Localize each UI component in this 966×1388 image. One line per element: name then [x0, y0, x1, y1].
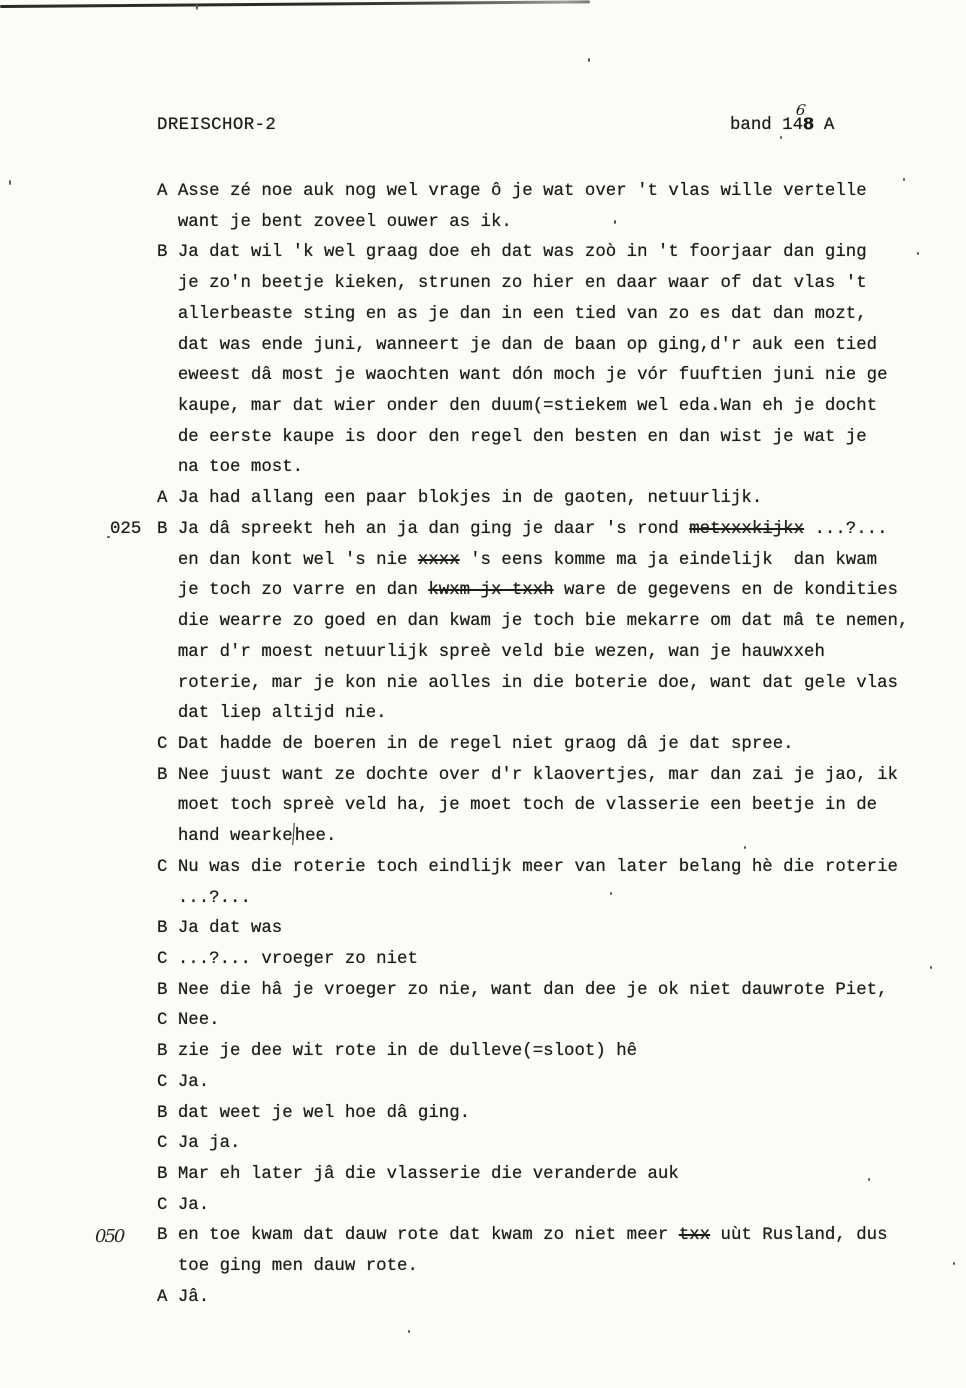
transcript-line [157, 1068, 908, 1099]
speaker-label: B [157, 765, 178, 785]
scan-speck [196, 4, 198, 10]
struck-text-segment: kwxm jx txxh [428, 581, 554, 601]
speaker-label [157, 889, 178, 908]
band-overstruck-digit: 8 [803, 116, 814, 135]
speaker-label [157, 274, 178, 293]
transcript-line [157, 269, 908, 300]
text-segment: Mar eh later jâ die vlasserie die veranderde auk [177, 1165, 679, 1184]
text-segment: zie je dee wit rote in de dulleve(=sloot) hê [177, 1042, 638, 1062]
speaker-label [157, 397, 178, 416]
transcript [95, 177, 909, 1314]
text-segment: Ja had allang een paar blokjes in de gaoten, netuurlijk. [177, 489, 763, 509]
text-segment: je toch zo varre en dan [177, 581, 429, 601]
speaker-label [157, 674, 178, 693]
document-title: DREISCHOR-2 [157, 116, 277, 135]
scan-speck [588, 58, 590, 62]
text-segment: hand wearke [177, 827, 293, 847]
transcript-line [157, 1129, 908, 1160]
transcript-line [157, 730, 908, 761]
struck-text-segment: xxxx [417, 550, 460, 570]
transcript-line [157, 331, 908, 362]
speaker-label [157, 827, 178, 846]
transcript-line [157, 945, 908, 976]
text-segment: hee. [294, 827, 337, 847]
transcript-line [157, 423, 908, 454]
text-segment: want je bent zoveel ouwer as ik. [177, 212, 512, 232]
speaker-label [157, 336, 178, 355]
speaker-label: C [157, 949, 178, 969]
text-segment: moet toch spreè veld ha, je moet toch de vlasserie een beetje in de [177, 796, 878, 816]
speaker-label: A [157, 1287, 178, 1307]
text-segment: de eerste kaupe is door den regel den besten en dan wist je wat je [177, 427, 867, 447]
scan-speck [930, 966, 932, 969]
transcript-line [157, 1037, 908, 1068]
speaker-label: B [157, 1103, 178, 1123]
text-segment: Ja. [177, 1072, 210, 1092]
speaker-label [157, 366, 178, 385]
scan-artifact-line [0, 0, 590, 8]
speaker-label: B [157, 243, 178, 263]
text-segment: na toe most. [177, 458, 304, 478]
speaker-label [157, 428, 178, 447]
text-segment: Nee die hâ je vroeger zo nie, want dan dee je ok niet dauwrote Piet, [177, 980, 888, 1000]
speaker-label: B [157, 1165, 178, 1184]
text-segment: dat weet je wel hoe dâ ging. [177, 1103, 471, 1123]
speaker-label: C [157, 857, 178, 877]
text-segment: uùt Rusland, dus [710, 1226, 888, 1246]
transcript-line [157, 699, 908, 730]
text-segment: en toe kwam dat dauw rote dat kwam zo niet meer [177, 1226, 679, 1246]
transcript-line [110, 515, 908, 546]
speaker-label: B [157, 919, 178, 939]
text-segment: Ja ja. [177, 1134, 241, 1154]
text-segment: Nee juust want ze dochte over d'r klaovertjes, mar dan zai je jao, ik [177, 765, 898, 785]
transcript-line [157, 1160, 908, 1191]
speaker-label [157, 551, 178, 570]
speaker-label [157, 305, 178, 324]
text-segment: 's eens komme ma ja eindelijk dan kwam [459, 550, 878, 570]
band-label-prefix: band 14 [730, 116, 804, 135]
speaker-label: C [157, 1011, 178, 1031]
transcript-line [157, 638, 908, 669]
band-label-suffix: A [813, 116, 835, 135]
speaker-label [157, 458, 178, 477]
speaker-label: B [157, 1042, 178, 1062]
scan-speck [408, 1330, 410, 1333]
text-segment: roterie, mar je kon nie aolles in die boterie doe, want dat gele vlas [177, 673, 898, 693]
text-segment: allerbeaste sting en as je dan in een tied van zo es dat dan mozt, [177, 304, 867, 324]
transcript-line [157, 1006, 908, 1037]
text-segment: Asse zé noe auk nog wel vrage ô je wat over 't vlas wille vertelle [177, 182, 867, 201]
speaker-label: B [157, 1226, 178, 1246]
transcript-line [157, 576, 908, 607]
speaker-label: B [157, 980, 178, 1000]
transcript-line [157, 546, 908, 577]
text-segment: je zo'n beetje kieken, strunen zo hier en daar waar of dat vlas 't [177, 274, 867, 294]
transcript-line [157, 914, 908, 945]
transcript-line [157, 453, 908, 484]
band-handwritten-correction: 6 [794, 100, 807, 120]
speaker-label [157, 1257, 178, 1276]
transcript-line [95, 1221, 908, 1252]
transcript-line [157, 361, 908, 392]
transcript-line [157, 392, 908, 423]
text-segment: dat liep altijd nie. [177, 704, 387, 724]
transcript-line [157, 791, 908, 822]
text-segment: Ja dat was [177, 919, 283, 939]
text-segment: dat was ende juni, wanneert je dan de baan op ging,d'r auk een tied [177, 335, 878, 355]
band-label [730, 100, 835, 154]
text-segment: ...?... [804, 519, 888, 539]
text-segment: ...?... vroeger zo niet [177, 949, 418, 969]
speaker-label: C [157, 734, 178, 754]
text-segment: en dan kont wel 's nie [177, 550, 418, 570]
transcript-line [157, 484, 908, 515]
text-segment: Jâ. [177, 1287, 210, 1307]
transcript-line [157, 669, 908, 700]
speaker-label [157, 612, 178, 631]
transcript-line [157, 1191, 908, 1222]
page-header [0, 100, 966, 140]
scan-speck [953, 1262, 955, 1265]
speaker-label: A [157, 182, 178, 201]
scan-speck [917, 252, 919, 255]
text-segment: Dat hadde de boeren in de regel niet graog dâ je dat spree. [177, 734, 794, 754]
tape-counter-number: 025 [110, 519, 142, 539]
speaker-label: C [157, 1072, 178, 1092]
transcript-line [157, 1252, 908, 1283]
speaker-label [157, 213, 178, 232]
transcript-line [157, 208, 908, 239]
speaker-label [157, 704, 178, 723]
text-segment: die wearre zo goed en dan kwam je toch bie mekarre om dat mâ te nemen, [177, 612, 909, 632]
text-segment: Ja. [177, 1195, 210, 1215]
speaker-label: A [157, 489, 178, 509]
text-segment: eweest dâ most je waochten want dón moch je vór fuuftien juni nie ge [177, 366, 888, 386]
speaker-label: C [157, 1195, 178, 1215]
transcript-line [157, 300, 908, 331]
text-segment: mar d'r moest netuurlijk spreè veld bie wezen, wan je hauwxxeh [177, 642, 825, 662]
text-segment: kaupe, mar dat wier onder den duum(=stiekem wel eda.Wan eh je docht [177, 397, 878, 417]
speaker-label [157, 581, 178, 600]
struck-text-segment: txx [678, 1226, 711, 1246]
text-segment: Nee. [177, 1011, 220, 1031]
text-segment: ware de gegevens en de kondities [553, 581, 898, 601]
transcript-line [157, 761, 908, 792]
speaker-label: B [157, 519, 178, 539]
text-segment: ...?... [177, 888, 251, 908]
transcript-line [157, 238, 908, 269]
transcript-line [157, 884, 908, 915]
speaker-label: C [157, 1134, 178, 1154]
text-segment: Nu was die roterie toch eindlijk meer van later belang hè die roterie [177, 857, 898, 877]
transcript-line [157, 1099, 908, 1130]
scan-speck [9, 180, 11, 185]
text-segment: toe ging men dauw rote. [177, 1257, 418, 1277]
text-segment: Ja dâ spreekt heh an ja dan ging je daar 's rond [177, 519, 690, 539]
transcript-line [157, 853, 908, 884]
handwritten-counter-mark: 050 [95, 1226, 124, 1248]
speaker-label [157, 643, 178, 662]
speaker-label [157, 796, 178, 815]
transcript-line [157, 976, 908, 1007]
struck-text-segment: metxxxkijkx [689, 519, 805, 539]
transcript-line [157, 607, 908, 638]
transcript-line [157, 822, 908, 853]
text-segment: Ja dat wil 'k wel graag doe eh dat was zoò in 't foorjaar dan ging [177, 243, 867, 263]
transcript-line [157, 1283, 908, 1314]
transcript-line [157, 177, 908, 208]
